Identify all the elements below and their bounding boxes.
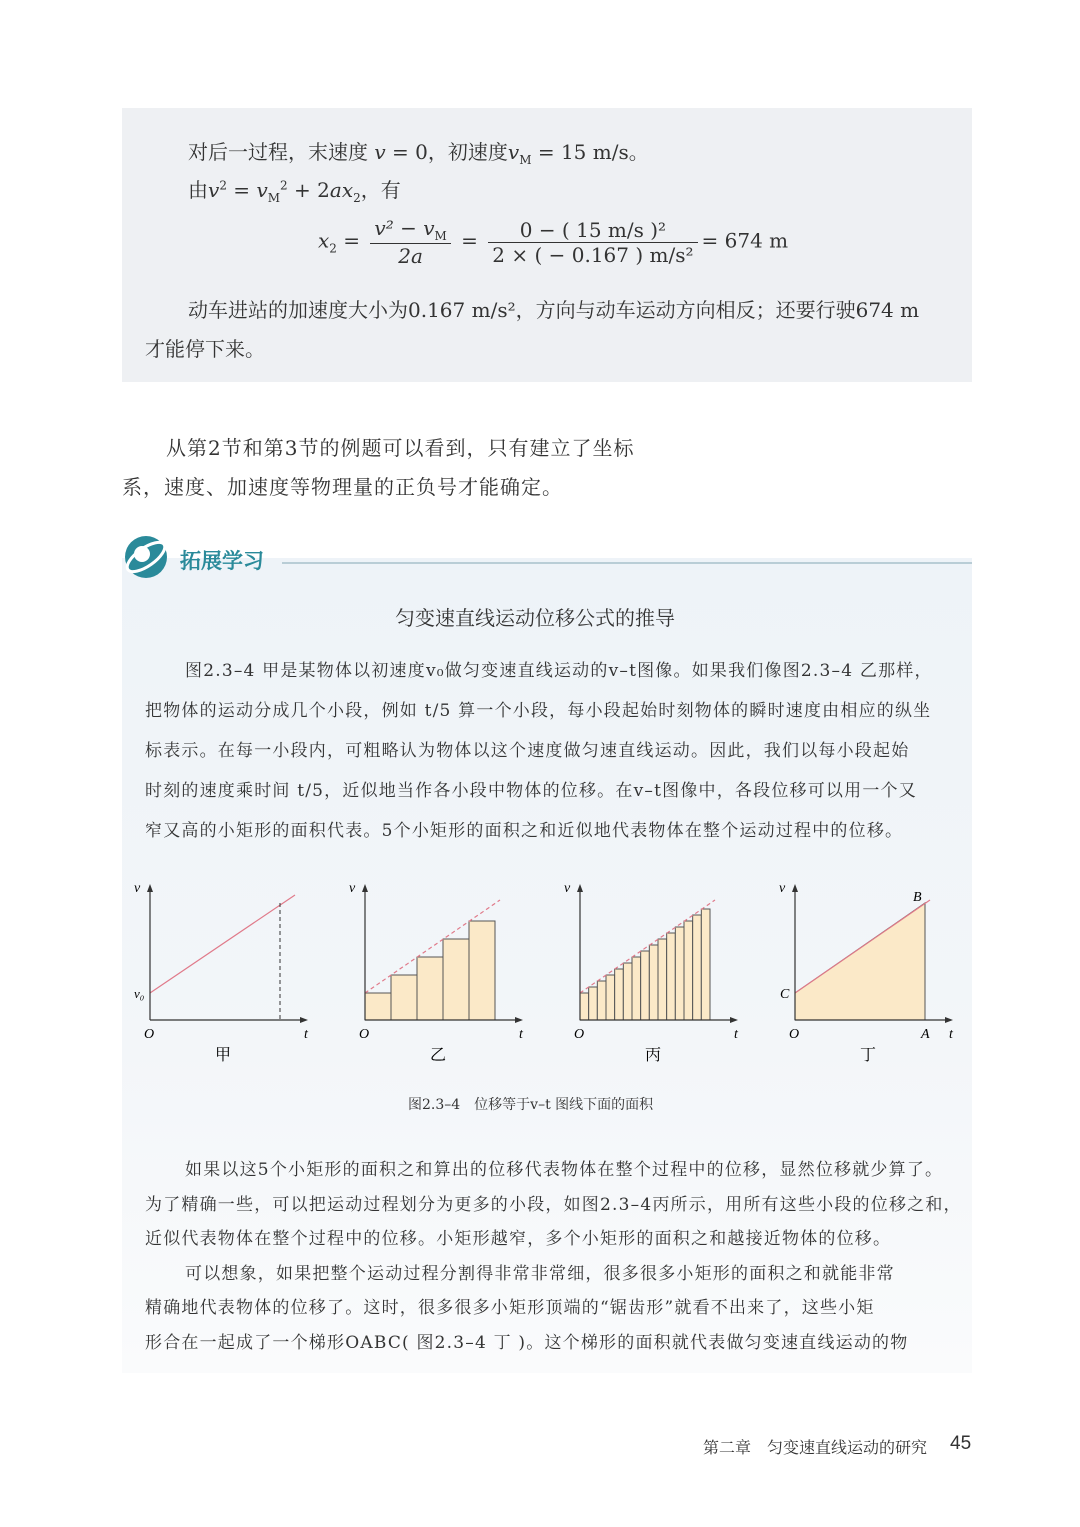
origin-label: O — [359, 1027, 370, 1042]
panel-label: 丁 — [860, 1047, 877, 1064]
v0-label: v₀ — [134, 986, 145, 1001]
formula: $x_2$ = $\frac{v^2 - v_M}{2a}$ = $\frac{\text{0 − ( 15 m/s )²}}{\text{2 × ( − 0.167 ) m/s²}}$ = 674 m — [318, 216, 789, 268]
paragraph-line: 窄又高的小矩形的面积代表。5个小矩形的面积之和近似地代表物体在整个运动过程中的位移。 — [145, 821, 904, 841]
trapezoid-OABC — [795, 903, 925, 1020]
paragraph-line: 标表示。在每一小段内，可粗略认为物体以这个速度做匀速直线运动。因此，我们以每小段起始 — [145, 741, 910, 761]
v-axis-label: v — [134, 881, 141, 896]
page-number: 45 — [950, 1433, 972, 1454]
paragraph-line: 如果以这5个小矩形的面积之和算出的位移代表物体在整个过程中的位移，显然位移就少算了。 — [185, 1160, 944, 1180]
approx-rectangle — [675, 927, 684, 1020]
vt-graph-3 — [775, 878, 965, 1078]
t-axis-arrow — [300, 1017, 308, 1023]
approx-rectangle — [667, 933, 676, 1020]
paragraph-line: 系，速度、加速度等物理量的正负号才能确定。 — [122, 475, 563, 499]
t-axis-label: t — [949, 1027, 953, 1042]
approx-rectangle — [580, 993, 589, 1020]
approx-rectangle — [684, 921, 693, 1020]
approx-rectangle — [365, 993, 391, 1020]
paragraph-line: 精确地代表物体的位移了。这时，很多很多小矩形顶端的“锯齿形”就看不出来了，这些小矩 — [145, 1298, 875, 1318]
paragraph-line: 近似代表物体在整个过程中的位移。小矩形越窄，多个小矩形的面积之和越接近物体的位移。 — [145, 1229, 892, 1249]
t-axis-arrow — [730, 1017, 738, 1023]
v-axis-label: v — [779, 881, 786, 896]
vt-graph-1 — [345, 878, 535, 1078]
origin-label: O — [574, 1027, 585, 1042]
paragraph-line: 为了精确一些，可以把运动过程划分为更多的小段，如图2.3–4丙所示，用所有这些小段的位移之和， — [145, 1194, 962, 1215]
approx-rectangle — [649, 945, 658, 1020]
approx-rectangle — [417, 957, 443, 1020]
origin-label: O — [789, 1027, 800, 1042]
velocity-line — [150, 895, 295, 993]
vt-graph-0 — [130, 878, 320, 1078]
paragraph-line: 图2.3–4 甲是某物体以初速度v₀做匀变速直线运动的v–t图像。如果我们像图2.3–4 乙那样， — [185, 661, 933, 681]
paragraph-line: 从第2节和第3节的例题可以看到，只有建立了坐标 — [166, 436, 635, 460]
approx-rectangle — [641, 951, 650, 1020]
approx-rectangle — [623, 963, 632, 1020]
approx-rectangle — [701, 909, 710, 1020]
v-axis-label: v — [564, 881, 571, 896]
panel-label: 甲 — [215, 1047, 232, 1064]
section-label: 拓展学习 — [180, 549, 264, 573]
section-title: 匀变速直线运动位移公式的推导 — [395, 606, 675, 630]
vt-graph-2 — [560, 878, 750, 1078]
approx-rectangle — [693, 915, 702, 1020]
origin-label: O — [144, 1027, 155, 1042]
approx-rectangle — [469, 921, 495, 1020]
point-label: A — [921, 1027, 930, 1042]
approx-rectangle — [391, 975, 417, 1020]
globe-icon — [122, 532, 172, 582]
paragraph-line: 可以想象，如果把整个运动过程分割得非常非常细，很多很多小矩形的面积之和就能非常 — [185, 1263, 895, 1284]
approx-rectangle — [632, 957, 641, 1020]
v-axis-arrow — [362, 884, 368, 892]
v-axis-label: v — [349, 881, 356, 896]
approx-rectangle — [615, 969, 624, 1020]
figure-caption: 图2.3–4 位移等于v–t 图线下面的面积 — [408, 1097, 654, 1113]
t-axis-arrow — [945, 1017, 953, 1023]
paragraph-line: 形合在一起成了一个梯形OABC( 图2.3–4 丁 )。这个梯形的面积就代表做匀变速直线运动的物 — [145, 1332, 909, 1353]
example-line-2: 由$v^2 = v_M^2 + 2ax_2$，有 — [188, 178, 401, 205]
t-axis-label: t — [304, 1027, 308, 1042]
example-line-1: 对后一过程，末速度 v = 0，初速度$v_M = 15$ m/s。 — [188, 140, 649, 167]
example-line-3: 动车进站的加速度大小为0.167 m/s²，方向与动车运动方向相反；还要行驶674 m — [188, 298, 920, 322]
divider — [282, 562, 972, 564]
panel-label: 丙 — [645, 1047, 662, 1064]
t-axis-label: t — [734, 1027, 738, 1042]
point-label: C — [780, 987, 790, 1002]
approx-rectangle — [589, 987, 598, 1020]
footer-chapter: 第二章 匀变速直线运动的研究 — [703, 1438, 928, 1457]
v-axis-arrow — [792, 884, 798, 892]
approx-rectangle — [443, 939, 469, 1020]
paragraph-line: 把物体的运动分成几个小段，例如 t/5 算一个小段，每小段起始时刻物体的瞬时速度由相应的纵坐 — [145, 701, 932, 721]
panel-label: 乙 — [430, 1047, 447, 1064]
approx-rectangle — [597, 981, 606, 1020]
approx-rectangle — [658, 939, 667, 1020]
paragraph-line: 时刻的速度乘时间 t/5，近似地当作各小段中物体的位移。在v–t图像中，各段位移可以用一个又 — [145, 781, 917, 801]
v-axis-arrow — [147, 884, 153, 892]
t-axis-label: t — [519, 1027, 523, 1042]
example-line-4: 才能停下来。 — [145, 337, 265, 361]
approx-rectangle — [606, 975, 615, 1020]
point-label: B — [913, 890, 922, 905]
v-axis-arrow — [577, 884, 583, 892]
t-axis-arrow — [515, 1017, 523, 1023]
